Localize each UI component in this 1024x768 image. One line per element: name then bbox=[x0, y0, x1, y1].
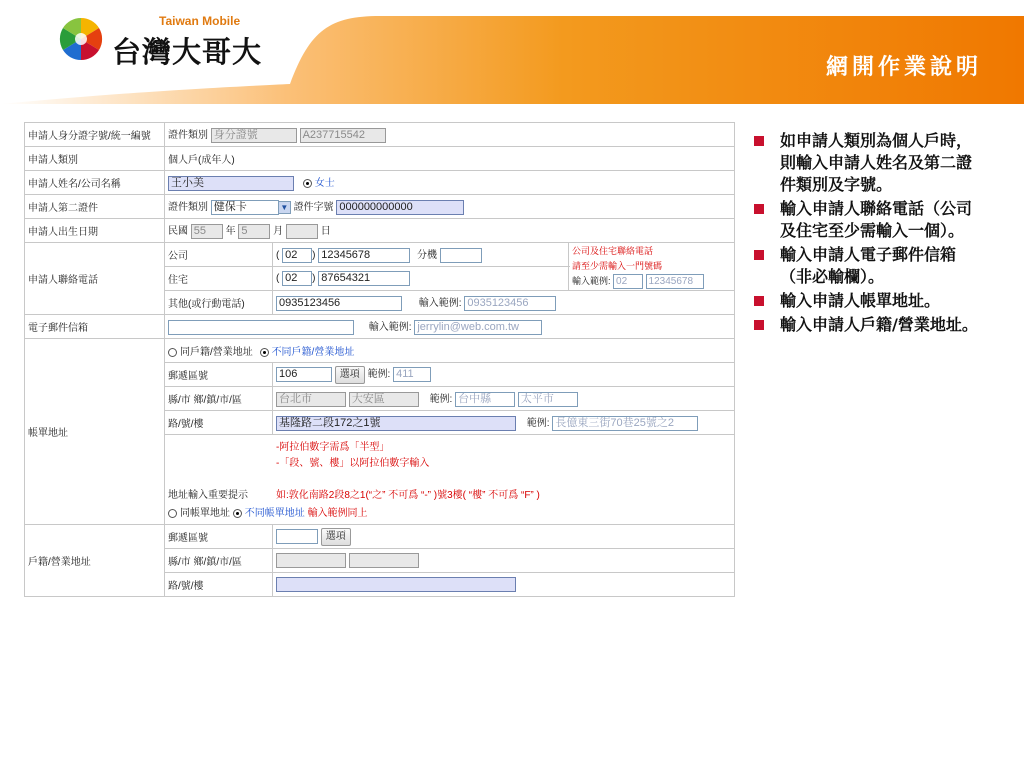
billing-road-label: 路/號/樓 bbox=[165, 411, 273, 435]
road-example-value: 長億東三街70巷25號之2 bbox=[552, 416, 698, 431]
household-zip-select-button[interactable]: 選項 bbox=[321, 528, 351, 546]
row-second-id bbox=[25, 195, 735, 219]
household-road-field[interactable] bbox=[276, 577, 516, 592]
note-text: 輸入申請人聯絡電話（公司及住宅至少需輸入一個）。 bbox=[780, 199, 973, 240]
applicant-id-label: 申請人身分證字號/統一編號 bbox=[25, 123, 165, 147]
row-birth-date bbox=[25, 219, 735, 243]
phone-home-label: 住宅 bbox=[165, 267, 273, 291]
billing-diff-radio[interactable] bbox=[260, 347, 355, 358]
era-label: 民國 bbox=[168, 226, 188, 238]
square-bullet-icon bbox=[754, 320, 764, 330]
billing-address-label: 帳單地址 bbox=[25, 339, 165, 525]
applicant-name-field[interactable]: 王小美 bbox=[168, 176, 294, 191]
county-example-label: 範例: bbox=[429, 394, 453, 406]
square-bullet-icon bbox=[754, 136, 764, 146]
square-bullet-icon bbox=[754, 296, 764, 306]
billing-road-field[interactable]: 基隆路二段172之1號 bbox=[276, 416, 516, 431]
birth-date-cell bbox=[165, 219, 735, 243]
note-text: 輸入申請人帳單地址。 bbox=[780, 291, 941, 310]
household-options-note: 輸入範例同上 bbox=[307, 508, 368, 519]
row-applicant-type bbox=[25, 147, 735, 171]
company-area-code-field[interactable]: 02 bbox=[282, 248, 312, 263]
phone-label: 申請人聯絡電話 bbox=[25, 243, 165, 315]
note-item bbox=[754, 314, 986, 336]
address-tip-line-3: 如:敦化南路2段8之1(“之” 不可爲 “-” )號3樓( “樓” 不可爲 “F” ) bbox=[276, 490, 540, 501]
row-household-zip bbox=[25, 525, 735, 549]
email-example-value: jerrylin@web.com.tw bbox=[414, 320, 542, 335]
email-cell bbox=[165, 315, 735, 339]
billing-same-radio[interactable] bbox=[168, 347, 253, 358]
application-form bbox=[24, 122, 735, 597]
year-unit: 年 bbox=[225, 226, 236, 238]
address-tip-line-2: -「段、號、樓」以阿拉伯數字輸入 bbox=[276, 458, 430, 469]
second-id-type-select[interactable]: 健保卡 bbox=[211, 200, 279, 215]
note-text: 如申請人類別為個人戶時，則輸入申請人姓名及第二證件類別及字號。 bbox=[780, 131, 973, 194]
road-example-label: 範例: bbox=[526, 418, 550, 430]
phone-company-cell: ( 02 ) 12345678 分機 bbox=[273, 243, 569, 267]
note-text: 輸入申請人戶籍/營業地址。 bbox=[780, 315, 978, 334]
household-same-radio[interactable] bbox=[168, 508, 230, 519]
household-county-label: 縣/市 鄉/鎮/市/區 bbox=[165, 549, 273, 573]
household-county-cell bbox=[273, 549, 735, 573]
billing-county-label: 縣/市 鄉/鎮/市/區 bbox=[165, 387, 273, 411]
mobile-example-label: 輸入範例: bbox=[418, 298, 462, 310]
radio-icon bbox=[168, 509, 177, 518]
address-tip-text bbox=[276, 440, 429, 472]
birth-day-field[interactable] bbox=[286, 224, 318, 239]
second-id-cell bbox=[165, 195, 735, 219]
address-tip-label: 地址輸入重要提示 bbox=[168, 490, 248, 501]
billing-zip-label: 郵遞區號 bbox=[165, 363, 273, 387]
phone-mobile-label: 其他(或行動電話) bbox=[165, 291, 273, 315]
household-address-label: 戶籍/營業地址 bbox=[25, 525, 165, 597]
phone-example-number: 12345678 bbox=[646, 274, 704, 289]
home-phone-field[interactable]: 87654321 bbox=[318, 271, 410, 286]
radio-icon bbox=[168, 348, 177, 357]
household-zip-label: 郵遞區號 bbox=[165, 525, 273, 549]
gender-label: 女士 bbox=[314, 178, 335, 190]
zip-example-value: 411 bbox=[393, 367, 431, 382]
row-applicant-name bbox=[25, 171, 735, 195]
phone-note-cell bbox=[569, 243, 735, 291]
birth-month-field[interactable]: 5 bbox=[238, 224, 270, 239]
billing-diff-label: 不同戶籍/營業地址 bbox=[271, 347, 355, 358]
row-billing-options bbox=[25, 339, 735, 363]
row-applicant-id bbox=[25, 123, 735, 147]
note-text: 輸入申請人電子郵件信箱（非必輸欄）。 bbox=[780, 245, 957, 286]
id-type-label: 證件類別 bbox=[168, 130, 208, 142]
note-item bbox=[754, 130, 986, 196]
mobile-example-value: 0935123456 bbox=[464, 296, 556, 311]
extension-field[interactable] bbox=[440, 248, 482, 263]
slide-header bbox=[0, 0, 1024, 115]
phone-example-area: 02 bbox=[613, 274, 643, 289]
square-bullet-icon bbox=[754, 204, 764, 214]
mobile-phone-field[interactable]: 0935123456 bbox=[276, 296, 402, 311]
household-district-field[interactable] bbox=[349, 553, 419, 568]
applicant-name-cell bbox=[165, 171, 735, 195]
company-phone-field[interactable]: 12345678 bbox=[318, 248, 410, 263]
household-county-field[interactable] bbox=[276, 553, 346, 568]
gender-radio[interactable] bbox=[303, 178, 335, 189]
applicant-type-value: 個人戶(成年人) bbox=[165, 147, 735, 171]
phone-note-line-2: 請至少需輸入一門號碼 bbox=[572, 260, 663, 271]
address-tip-cell bbox=[165, 435, 735, 525]
household-road-cell bbox=[273, 573, 735, 597]
billing-county-field[interactable]: 台北市 bbox=[276, 392, 346, 407]
household-diff-radio[interactable] bbox=[233, 508, 305, 519]
day-unit: 日 bbox=[320, 226, 331, 238]
brand-chinese: 台灣大哥大 bbox=[112, 35, 263, 69]
county-example-district: 太平市 bbox=[518, 392, 578, 407]
birth-year-field[interactable]: 55 bbox=[191, 224, 223, 239]
brand-english: Taiwan Mobile bbox=[159, 14, 241, 28]
household-zip-field[interactable] bbox=[276, 529, 318, 544]
id-type-field[interactable]: 身分證號 bbox=[211, 128, 297, 143]
phone-example-label: 輸入範例: bbox=[572, 275, 611, 286]
zip-example-label: 範例: bbox=[367, 369, 391, 381]
radio-selected-icon bbox=[303, 179, 312, 188]
home-area-code-field[interactable]: 02 bbox=[282, 271, 312, 286]
note-item bbox=[754, 290, 986, 312]
billing-road-cell bbox=[273, 411, 735, 435]
phone-mobile-cell bbox=[273, 291, 735, 315]
phone-company-label: 公司 bbox=[165, 243, 273, 267]
row-email bbox=[25, 315, 735, 339]
second-id-label: 申請人第二證件 bbox=[25, 195, 165, 219]
second-id-no-label: 證件字號 bbox=[293, 202, 334, 214]
instruction-notes bbox=[754, 130, 986, 338]
billing-same-label: 同戶籍/營業地址 bbox=[180, 347, 253, 358]
email-label: 電子郵件信箱 bbox=[25, 315, 165, 339]
second-id-type-label: 證件類別 bbox=[168, 202, 208, 214]
note-item bbox=[754, 198, 986, 242]
taiwan-mobile-logo-icon bbox=[58, 16, 104, 62]
applicant-id-cell bbox=[165, 123, 735, 147]
billing-zip-field[interactable]: 106 bbox=[276, 367, 332, 382]
billing-zip-select-button[interactable]: 選項 bbox=[335, 366, 365, 384]
household-road-label: 路/號/樓 bbox=[165, 573, 273, 597]
billing-options-cell bbox=[165, 339, 735, 363]
phone-note-line-1: 公司及住宅聯絡電話 bbox=[572, 245, 654, 256]
radio-selected-icon bbox=[260, 348, 269, 357]
note-item bbox=[754, 244, 986, 288]
birth-date-label: 申請人出生日期 bbox=[25, 219, 165, 243]
month-unit: 月 bbox=[273, 226, 284, 238]
county-example-county: 台中縣 bbox=[455, 392, 515, 407]
billing-district-field[interactable]: 大安區 bbox=[349, 392, 419, 407]
billing-county-cell bbox=[273, 387, 735, 411]
household-options bbox=[168, 504, 368, 519]
id-number-field[interactable]: A237715542 bbox=[300, 128, 386, 143]
household-same-label: 同帳單地址 bbox=[180, 508, 230, 519]
square-bullet-icon bbox=[754, 250, 764, 260]
phone-home-cell: ( 02 ) 87654321 bbox=[273, 267, 569, 291]
second-id-no-field[interactable]: 000000000000 bbox=[336, 200, 464, 215]
radio-selected-icon bbox=[233, 509, 242, 518]
address-tip-line-1: -阿拉伯數字需爲「半型」 bbox=[276, 442, 390, 453]
billing-zip-cell bbox=[273, 363, 735, 387]
slide-title: 網開作業說明 bbox=[825, 54, 982, 80]
applicant-name-label: 申請人姓名/公司名稱 bbox=[25, 171, 165, 195]
email-example-label: 輸入範例: bbox=[368, 322, 412, 334]
dropdown-arrow-icon[interactable]: ▼ bbox=[278, 201, 291, 214]
applicant-type-label: 申請人類別 bbox=[25, 147, 165, 171]
household-zip-cell bbox=[273, 525, 735, 549]
email-field[interactable] bbox=[168, 320, 354, 335]
row-phone-company bbox=[25, 243, 735, 267]
extension-label: 分機 bbox=[417, 250, 437, 262]
household-diff-label: 不同帳單地址 bbox=[244, 508, 305, 519]
